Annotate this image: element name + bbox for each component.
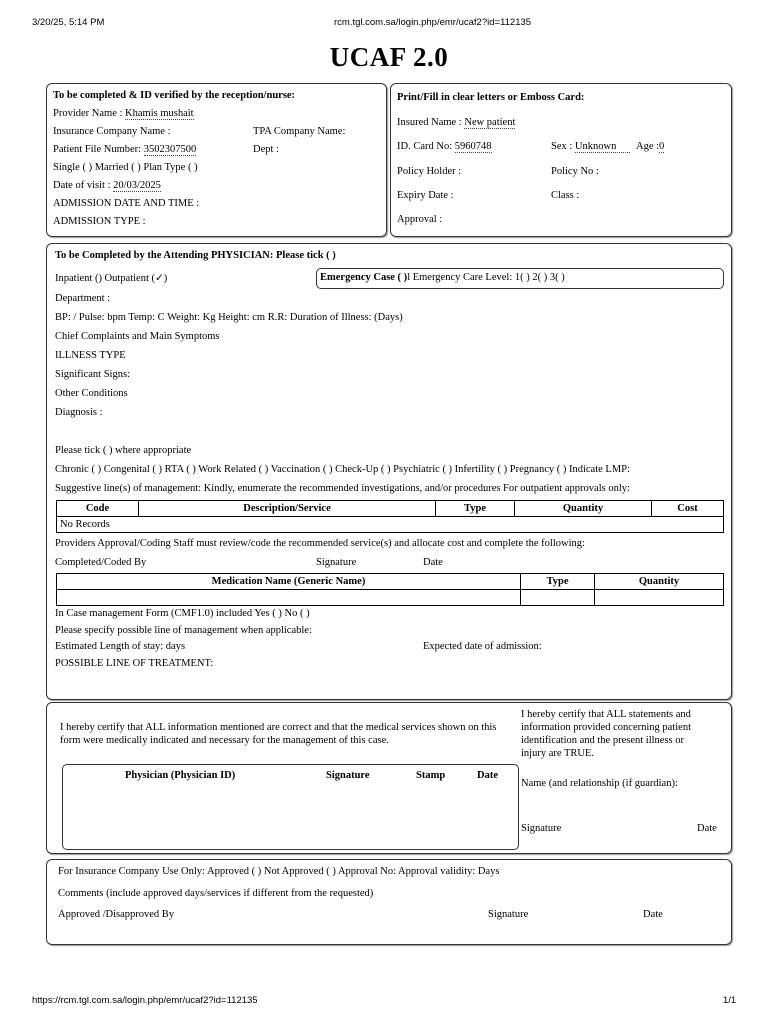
guardian-name: Name (and relationship (if guardian): bbox=[521, 778, 678, 789]
id-card-row bbox=[397, 141, 492, 152]
insurance-signature: Signature bbox=[488, 909, 529, 920]
diagnosis-label: Diagnosis : bbox=[55, 407, 103, 418]
class-label: Class : bbox=[551, 190, 580, 201]
insured-name-label: Insured Name : bbox=[397, 117, 462, 128]
print-url-bottom: https://rcm.tgl.com.sa/login.php/emr/ucaf2?id=112135 bbox=[32, 995, 258, 1006]
visit-date-row bbox=[53, 180, 161, 191]
provider-name-row bbox=[53, 108, 194, 119]
completed-signature: Signature bbox=[316, 557, 357, 568]
patient-certify-line-2: information provided concerning patient bbox=[521, 722, 691, 733]
provider-value: Khamis mushait bbox=[125, 108, 194, 119]
col-description: Description/Service bbox=[139, 501, 436, 517]
visit-value: 20/03/2025 bbox=[113, 180, 161, 191]
physician-signature-header: Signature bbox=[326, 770, 370, 781]
sex-label: Sex : bbox=[551, 141, 573, 152]
print-page-number: 1/1 bbox=[723, 995, 737, 1006]
col-quantity: Quantity bbox=[515, 501, 652, 517]
insured-name-value: New patient bbox=[464, 117, 516, 128]
patient-date: Date bbox=[697, 823, 717, 834]
stamp-header: Stamp bbox=[416, 770, 446, 781]
age-value: 0 bbox=[659, 141, 665, 152]
col-medication-name: Medication Name (Generic Name) bbox=[57, 574, 521, 590]
print-datetime: 3/20/25, 5:14 PM bbox=[32, 17, 105, 28]
medication-table bbox=[56, 573, 724, 606]
insurance-approval-line: For Insurance Company Use Only: Approved ( ) Not Approved ( ) Approval No: Approval validity: Days bbox=[58, 866, 500, 877]
services-table bbox=[56, 500, 724, 533]
patient-signature: Signature bbox=[521, 823, 562, 834]
expiry-date: Expiry Date : bbox=[397, 190, 454, 201]
patient-certify-line-1: I hereby certify that ALL statements and bbox=[521, 709, 691, 720]
significant-signs: Significant Signs: bbox=[55, 369, 130, 380]
policy-holder: Policy Holder : bbox=[397, 166, 462, 177]
expected-admission: Expected date of admission: bbox=[423, 641, 542, 652]
provider-label: Provider Name : bbox=[53, 108, 123, 119]
length-of-stay: Estimated Length of stay: days bbox=[55, 641, 186, 652]
completed-date: Date bbox=[423, 557, 443, 568]
policy-no: Policy No : bbox=[551, 166, 599, 177]
physician-date-header: Date bbox=[477, 770, 498, 781]
insurance-company-label: Insurance Company Name : bbox=[53, 126, 171, 137]
patient-type: Inpatient () Outpatient (✓) bbox=[55, 273, 168, 284]
completed-by: Completed/Coded By bbox=[55, 557, 147, 568]
providers-note: Providers Approval/Coding Staff must review/code the recommended service(s) and allocate cost and complete the following: bbox=[55, 538, 585, 549]
approved-by: Approved /Disapproved By bbox=[58, 909, 175, 920]
physician-certify-line-2: form were medically indicated and necessary for the management of this case. bbox=[60, 735, 389, 746]
insurance-date: Date bbox=[643, 909, 663, 920]
medication-header-row bbox=[57, 574, 724, 590]
physician-heading: To be Completed by the Attending PHYSICIAN: Please tick ( ) bbox=[55, 250, 336, 261]
age-row bbox=[636, 141, 664, 152]
possible-treatment: POSSIBLE LINE OF TREATMENT: bbox=[55, 658, 214, 669]
file-value: 3502307500 bbox=[143, 144, 197, 155]
col-cost: Cost bbox=[652, 501, 724, 517]
reception-section bbox=[46, 83, 387, 237]
visit-label: Date of visit : bbox=[53, 180, 111, 191]
approval-label: Approval : bbox=[397, 214, 443, 225]
age-label: Age : bbox=[636, 141, 660, 152]
admission-date: ADMISSION DATE AND TIME : bbox=[53, 198, 200, 209]
marital-plan: Single ( ) Married ( ) Plan Type ( ) bbox=[53, 162, 198, 173]
reception-heading: To be completed & ID verified by the reception/nurse: bbox=[53, 90, 296, 101]
insured-heading: Print/Fill in clear letters or Emboss Card: bbox=[397, 92, 585, 103]
id-card-value: 5960748 bbox=[454, 141, 492, 152]
no-records: No Records bbox=[57, 517, 724, 533]
emergency-row bbox=[320, 272, 565, 283]
emergency-level: l Emergency Care Level: 1( ) 2( ) 3( ) bbox=[407, 272, 565, 283]
specify-management: Please specify possible line of management when applicable: bbox=[55, 625, 312, 636]
cmf-line: In Case management Form (CMF1.0) included Yes ( ) No ( ) bbox=[55, 608, 310, 619]
department-label: Department : bbox=[55, 293, 111, 304]
vitals-line: BP: / Pulse: bpm Temp: C Weight: Kg Height: cm R.R: Duration of Illness: (Days) bbox=[55, 312, 403, 323]
page-title: UCAF 2.0 bbox=[329, 42, 449, 72]
physician-id-header: Physician (Physician ID) bbox=[125, 770, 236, 781]
file-label: Patient File Number: bbox=[53, 144, 142, 155]
admission-type: ADMISSION TYPE : bbox=[53, 216, 146, 227]
table-row bbox=[57, 517, 724, 533]
sex-row bbox=[551, 141, 630, 152]
print-url-top: rcm.tgl.com.sa/login.php/emr/ucaf2?id=112135 bbox=[334, 17, 532, 28]
other-conditions: Other Conditions bbox=[55, 388, 128, 399]
illness-type: ILLNESS TYPE bbox=[55, 350, 126, 361]
emergency-case: Emergency Case ( ) bbox=[320, 272, 408, 283]
col-type: Type bbox=[436, 501, 515, 517]
sex-value: Unknown bbox=[575, 141, 630, 153]
tick-instruction: Please tick ( ) where appropriate bbox=[55, 445, 192, 456]
insurance-comments: Comments (include approved days/services if different from the requested) bbox=[58, 888, 374, 899]
tpa-company-label: TPA Company Name: bbox=[253, 126, 346, 137]
physician-certify-line-1: I hereby certify that ALL information mentioned are correct and that the medical services shown on this bbox=[60, 722, 497, 733]
col-med-type: Type bbox=[521, 574, 595, 590]
suggestive-management: Suggestive line(s) of management: Kindly, enumerate the recommended investigations, and/or procedures For outpatient approvals only: bbox=[55, 483, 630, 494]
patient-certify-line-3: identification and the present illness or bbox=[521, 735, 684, 746]
patient-file-row bbox=[53, 144, 196, 155]
chief-complaints: Chief Complaints and Main Symptoms bbox=[55, 331, 220, 342]
col-code: Code bbox=[57, 501, 139, 517]
col-med-quantity: Quantity bbox=[595, 574, 724, 590]
condition-checklist: Chronic ( ) Congenital ( ) RTA ( ) Work Related ( ) Vaccination ( ) Check-Up ( ) Psychiatric ( ) Infertility ( ) Pregnancy ( ) Indicate LMP: bbox=[55, 464, 630, 475]
dept-label: Dept : bbox=[253, 144, 279, 155]
patient-certify-line-4: injury are TRUE. bbox=[521, 748, 594, 759]
id-card-label: ID. Card No: bbox=[397, 141, 453, 152]
table-row bbox=[57, 590, 724, 606]
insured-name-row bbox=[397, 117, 515, 128]
services-header-row bbox=[57, 501, 724, 517]
